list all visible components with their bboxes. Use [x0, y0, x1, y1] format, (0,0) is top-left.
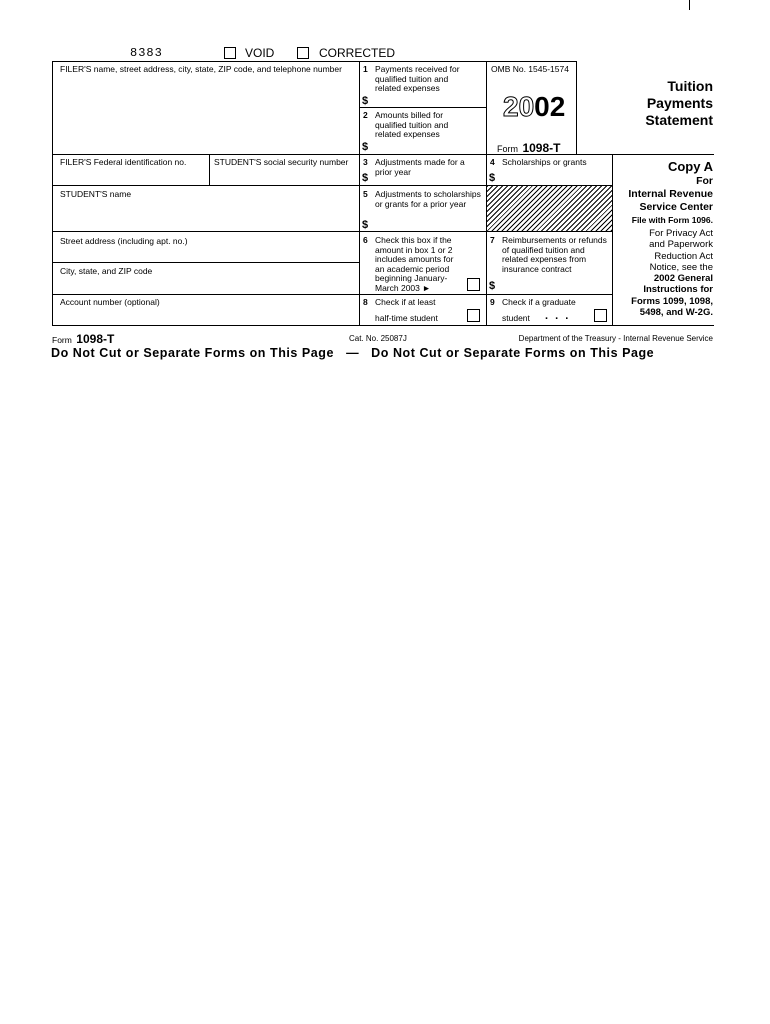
- title-line2: Payments: [646, 95, 713, 111]
- filer-name-label: FILER'S name, street address, city, state, ZIP code, and telephone number: [60, 64, 342, 74]
- privacy-line1: For Privacy Act: [649, 228, 713, 239]
- omb-form-word: Form: [497, 144, 518, 154]
- title-line3: Statement: [645, 112, 713, 128]
- void-checkbox[interactable]: [224, 47, 236, 59]
- omb-number: OMB No. 1545-1574: [491, 64, 569, 74]
- box3-dollar: $: [362, 172, 369, 184]
- box6-number: 6: [363, 235, 368, 245]
- top-crop-mark: [689, 0, 690, 10]
- box9-label-a: Check if a graduate: [502, 297, 576, 307]
- department-label: Department of the Treasury - Internal Revenue Service: [518, 334, 713, 343]
- form-code: 8383: [130, 46, 163, 60]
- copy-a-for: For: [696, 175, 713, 187]
- city-state-zip-field[interactable]: [53, 277, 358, 293]
- account-number-field[interactable]: [53, 308, 358, 324]
- box8-number: 8: [363, 297, 368, 307]
- box9-label-b: student: [502, 313, 530, 323]
- box8-label-a: Check if at least: [375, 297, 436, 307]
- student-ssn-label: STUDENT'S social security number: [214, 157, 349, 167]
- form-title: [600, 78, 713, 129]
- copy-a-title: Copy A: [667, 159, 713, 174]
- account-number-label: Account number (optional): [60, 297, 160, 307]
- corrected-checkbox[interactable]: [297, 47, 309, 59]
- omb-form-number: 1098-T: [522, 141, 561, 155]
- hatched-area: [487, 186, 612, 231]
- box9-dots: . . .: [545, 310, 571, 322]
- privacy-line2: and Paperwork: [649, 239, 713, 251]
- do-not-cut-notice: Do Not Cut or Separate Forms on This Page — Do Not Cut or Separate Forms on This Page: [51, 346, 655, 360]
- footer-form-number: 1098-T: [76, 332, 115, 346]
- box1-number: 1: [363, 64, 368, 74]
- box1-label: Payments received for qualified tuition and related expenses: [375, 64, 460, 93]
- city-state-zip-label: City, state, and ZIP code: [60, 266, 153, 276]
- box5-dollar: $: [362, 219, 369, 231]
- box1-dollar: $: [362, 95, 369, 107]
- box6-label: Check this box if the amount in box 1 or 2 includes amounts for an academic period beginning January-March 2003 ►: [375, 235, 454, 293]
- filer-name-field[interactable]: [53, 78, 358, 153]
- privacy-line3: Reduction Act: [654, 250, 713, 262]
- box7-number: 7: [490, 235, 495, 245]
- box9-checkbox[interactable]: [594, 309, 607, 322]
- street-address-field[interactable]: [53, 247, 358, 261]
- privacy-notice: [612, 228, 713, 318]
- title-line1: Tuition: [667, 78, 713, 94]
- student-name-label: STUDENT'S name: [60, 189, 132, 199]
- tax-year-bold: 02: [534, 91, 566, 122]
- footer-form-word: Form: [52, 335, 72, 345]
- tax-year-outline: 20: [503, 91, 535, 122]
- file-with-1096: File with Form 1096.: [631, 215, 713, 225]
- privacy-line6: Instructions for: [643, 284, 713, 296]
- box2-dollar: $: [362, 141, 369, 153]
- privacy-line5: 2002 General: [653, 273, 713, 285]
- privacy-line8: 5498, and W-2G.: [639, 307, 713, 319]
- box3-label: Adjustments made for a prior year: [375, 157, 465, 177]
- void-label: VOID: [245, 46, 275, 60]
- copy-a-block: [612, 158, 713, 214]
- box7-label: Reimbursements or refunds of qualified tuition and related expenses from insurance contract: [502, 235, 607, 274]
- box9-number: 9: [490, 297, 495, 307]
- box7-dollar: $: [489, 280, 496, 292]
- box2-number: 2: [363, 110, 368, 120]
- box5-label: Adjustments to scholarships or grants for a prior year: [375, 189, 481, 209]
- box2-label: Amounts billed for qualified tuition and related expenses: [375, 110, 449, 139]
- box4-dollar: $: [489, 172, 496, 184]
- copy-a-irs2: Service Center: [639, 201, 713, 213]
- box3-number: 3: [363, 157, 368, 167]
- box4-number: 4: [490, 157, 495, 167]
- box8-checkbox[interactable]: [467, 309, 480, 322]
- student-name-field[interactable]: [53, 200, 358, 230]
- filer-federal-id-label: FILER'S Federal identification no.: [60, 157, 187, 167]
- copy-a-irs1: Internal Revenue: [628, 188, 713, 200]
- street-address-label: Street address (including apt. no.): [60, 236, 188, 246]
- cat-number: Cat. No. 25087J: [349, 334, 407, 343]
- box8-label-b: half-time student: [375, 313, 438, 323]
- box5-number: 5: [363, 189, 368, 199]
- student-ssn-field[interactable]: [210, 168, 358, 184]
- box6-checkbox[interactable]: [467, 278, 480, 291]
- corrected-label: CORRECTED: [319, 46, 396, 60]
- tax-year: [503, 92, 565, 122]
- box4-label: Scholarships or grants: [502, 157, 587, 167]
- omb-form-label: [497, 139, 560, 157]
- filer-federal-id-field[interactable]: [53, 168, 208, 184]
- privacy-line4: Notice, see the: [649, 261, 713, 273]
- privacy-line7: Forms 1099, 1098,: [631, 295, 713, 307]
